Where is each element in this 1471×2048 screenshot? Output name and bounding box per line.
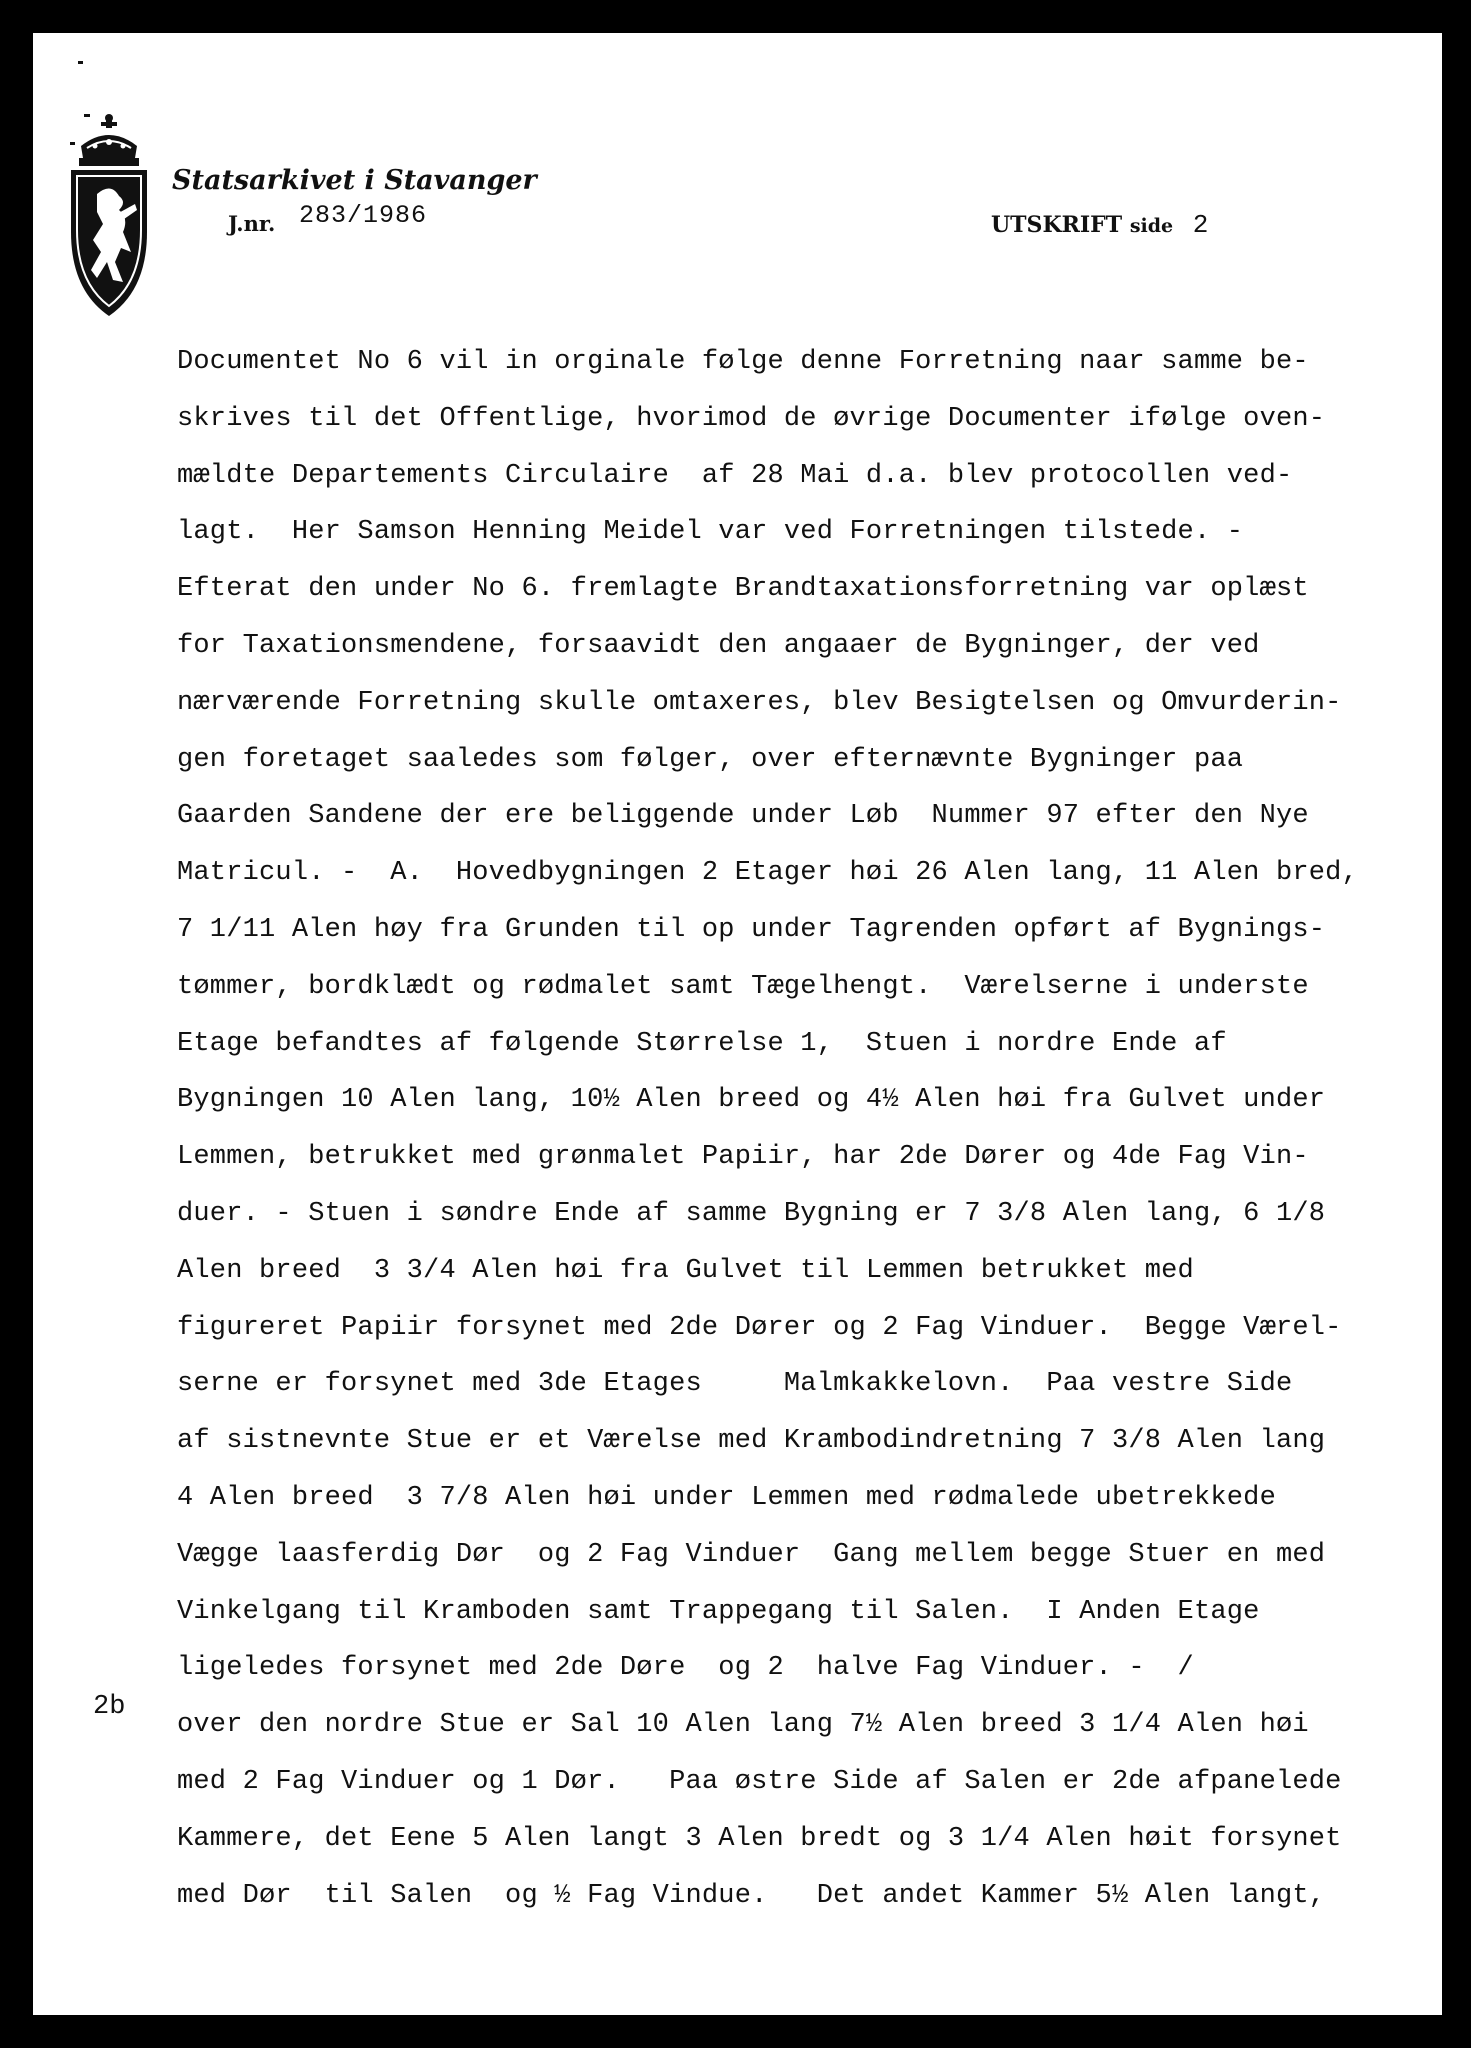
- transcript-line: lagt. Her Samson Henning Meidel var ved Forretningen tilstede. -: [177, 517, 1244, 548]
- transcript-line: Kammere, det Eene 5 Alen langt 3 Alen bredt og 3 1/4 Alen høit forsynet: [177, 1823, 1342, 1854]
- transcript-line: Documentet No 6 vil in orginale følge denne Forretning naar samme be-: [177, 347, 1309, 377]
- transcript-line: Vinkelgang til Kramboden samt Trappegang til Salen. I Anden Etage: [177, 1596, 1260, 1627]
- transcript-line: Lemmen, betrukket med grønmalet Papiir, har 2de Dører og 4de Fag Vin-: [177, 1142, 1309, 1173]
- page-number: 2: [1192, 210, 1209, 240]
- margin-note: 2b: [93, 1692, 126, 1722]
- transcript-line: med Dør til Salen og ½ Fag Vindue. Det andet Kammer 5½ Alen langt,: [177, 1880, 1326, 1911]
- transcript-line: Bygningen 10 Alen lang, 10½ Alen breed og 4½ Alen høi fra Gulvet under: [177, 1085, 1326, 1116]
- transcript-line: for Taxationsmendene, forsaavidt den angaaer de Bygninger, der ved: [177, 630, 1260, 661]
- transcript-line: ligeledes forsynet med 2de Døre og 2 halve Fag Vinduer. - /: [177, 1653, 1194, 1684]
- transcript-body: [177, 334, 1358, 1924]
- transcript-line: 4 Alen breed 3 7/8 Alen høi under Lemmen med rødmalede ubetrekkede: [177, 1482, 1276, 1513]
- transcript-line: nærværende Forretning skulle omtaxeres, blev Besigtelsen og Omvurderin-: [177, 687, 1342, 718]
- transcript-line: Etage befandtes af følgende Størrelse 1, Stuen i nordre Ende af: [177, 1028, 1227, 1059]
- transcript-line: Vægge laasferdig Dør og 2 Fag Vinduer Gang mellem begge Stuer en med: [177, 1539, 1326, 1570]
- transcript-page-header: [991, 210, 1208, 240]
- side-label: side: [1129, 215, 1174, 237]
- transcript-line: figureret Papiir forsynet med 2de Dører og 2 Fag Vinduer. Begge Værel-: [177, 1312, 1342, 1343]
- journal-number: 283/1986: [299, 201, 428, 230]
- transcript-line: af sistnevnte Stue er et Værelse med Krambodindretning 7 3/8 Alen lang: [177, 1426, 1326, 1457]
- journal-number-label: J.nr.: [228, 211, 276, 236]
- transcript-line: Gaarden Sandene der ere beliggende under Løb Nummer 97 efter den Nye: [177, 801, 1309, 832]
- transcript-line: duer. - Stuen i søndre Ende af samme Bygning er 7 3/8 Alen lang, 6 1/8: [177, 1198, 1326, 1229]
- transcript-line: Alen breed 3 3/4 Alen høi fra Gulvet til Lemmen betrukket med: [177, 1255, 1194, 1286]
- transcript-line: Efterat den under No 6. fremlagte Brandtaxationsforretning var oplæst: [177, 574, 1309, 605]
- transcript-line: mældte Departements Circulaire af 28 Mai d.a. blev protocollen ved-: [177, 460, 1293, 491]
- coat-of-arms-icon: [57, 112, 161, 320]
- transcript-line: gen foretaget saaledes som følger, over efternævnte Bygninger paa: [177, 744, 1244, 775]
- transcript-line: med 2 Fag Vinduer og 1 Dør. Paa østre Side af Salen er 2de afpanelede: [177, 1766, 1342, 1797]
- transcript-line: skrives til det Offentlige, hvorimod de øvrige Documenter ifølge oven-: [177, 403, 1326, 434]
- transcript-line: over den nordre Stue er Sal 10 Alen lang 7½ Alen breed 3 1/4 Alen høi: [177, 1710, 1309, 1741]
- transcript-line: tømmer, bordklædt og rødmalet samt Tægelhengt. Værelserne i underste: [177, 971, 1309, 1002]
- transcript-line: Matricul. - A. Hovedbygningen 2 Etager høi 26 Alen lang, 11 Alen bred,: [177, 858, 1358, 889]
- archive-name: Statsarkivet i Stavanger: [172, 165, 537, 196]
- transcript-line: serne er forsynet med 3de Etages Malmkakkelovn. Paa vestre Side: [177, 1369, 1293, 1400]
- margin-mark: [78, 61, 83, 64]
- utskrift-label: UTSKRIFT: [991, 212, 1123, 238]
- transcript-line: 7 1/11 Alen høy fra Grunden til op under Tagrenden opført af Bygnings-: [177, 914, 1326, 945]
